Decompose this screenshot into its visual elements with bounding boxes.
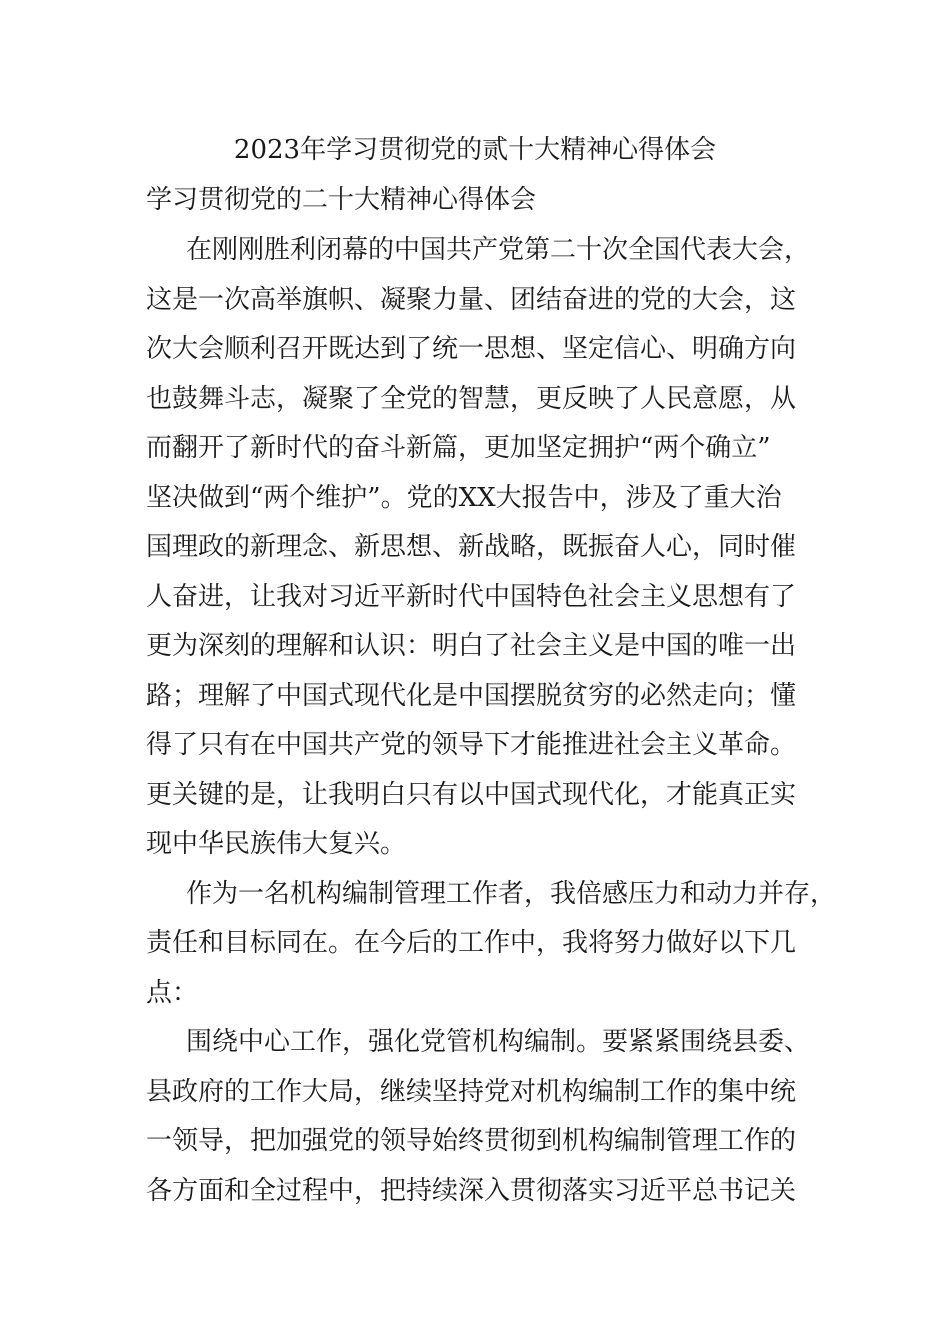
paragraph-line: 人奋进，让我对习近平新时代中国特色社会主义思想有了 [146, 581, 797, 612]
paragraph-line: 一领导，把加强党的领导始终贯彻到机构编制管理工作的 [146, 1126, 797, 1156]
document-title: 2023年学习贯彻党的贰十大精神心得体会 [233, 135, 717, 165]
paragraph-line: 也鼓舞斗志，凝聚了全党的智慧，更反映了人民意愿，从 [146, 383, 797, 414]
paragraph-line: 围绕中心工作，强化党管机构编制。要紧紧围绕县委、 [186, 1027, 811, 1057]
document-subtitle: 学习贯彻党的二十大精神心得体会 [146, 185, 537, 215]
paragraph-line: 这是一次高举旗帜、凝聚力量、团结奋进的党的大会，这 [146, 284, 797, 315]
paragraph-line: 县政府的工作大局，继续坚持党对机构编制工作的集中统 [146, 1076, 797, 1107]
paragraph-line: 路；理解了中国式现代化是中国摆脱贫穷的必然走向；懂 [146, 680, 797, 711]
paragraph-line: 在刚刚胜利闭幕的中国共产党第二十次全国代表大会， [186, 235, 811, 265]
paragraph-line: 责任和目标同在。在今后的工作中，我将努力做好以下几 [146, 928, 797, 958]
document-body [146, 228, 836, 1218]
paragraph-line: 坚决做到“两个维护”。党的XX大报告中，涉及了重大治 [146, 482, 782, 513]
paragraph-line: 而翻开了新时代的奋斗新篇，更加坚定拥护“两个确立” [146, 433, 771, 463]
paragraph-line: 次大会顺利召开既达到了统一思想、坚定信心、明确方向 [146, 334, 797, 364]
paragraph-line: 国理政的新理念、新思想、新战略，既振奋人心，同时催 [146, 532, 797, 562]
paragraph-line: 更关键的是，让我明白只有以中国式现代化，才能真正实 [146, 779, 797, 810]
paragraph-line: 点： [146, 977, 199, 1008]
paragraph-line: 作为一名机构编制管理工作者，我倍感压力和动力并存， [186, 878, 837, 909]
paragraph-line: 得了只有在中国共产党的领导下才能推进社会主义革命。 [146, 730, 797, 760]
paragraph-line: 更为深刻的理解和认识：明白了社会主义是中国的唯一出 [146, 631, 797, 661]
paragraph-line: 各方面和全过程中，把持续深入贯彻落实习近平总书记关 [146, 1175, 797, 1206]
paragraph-line: 现中华民族伟大复兴。 [146, 829, 407, 859]
